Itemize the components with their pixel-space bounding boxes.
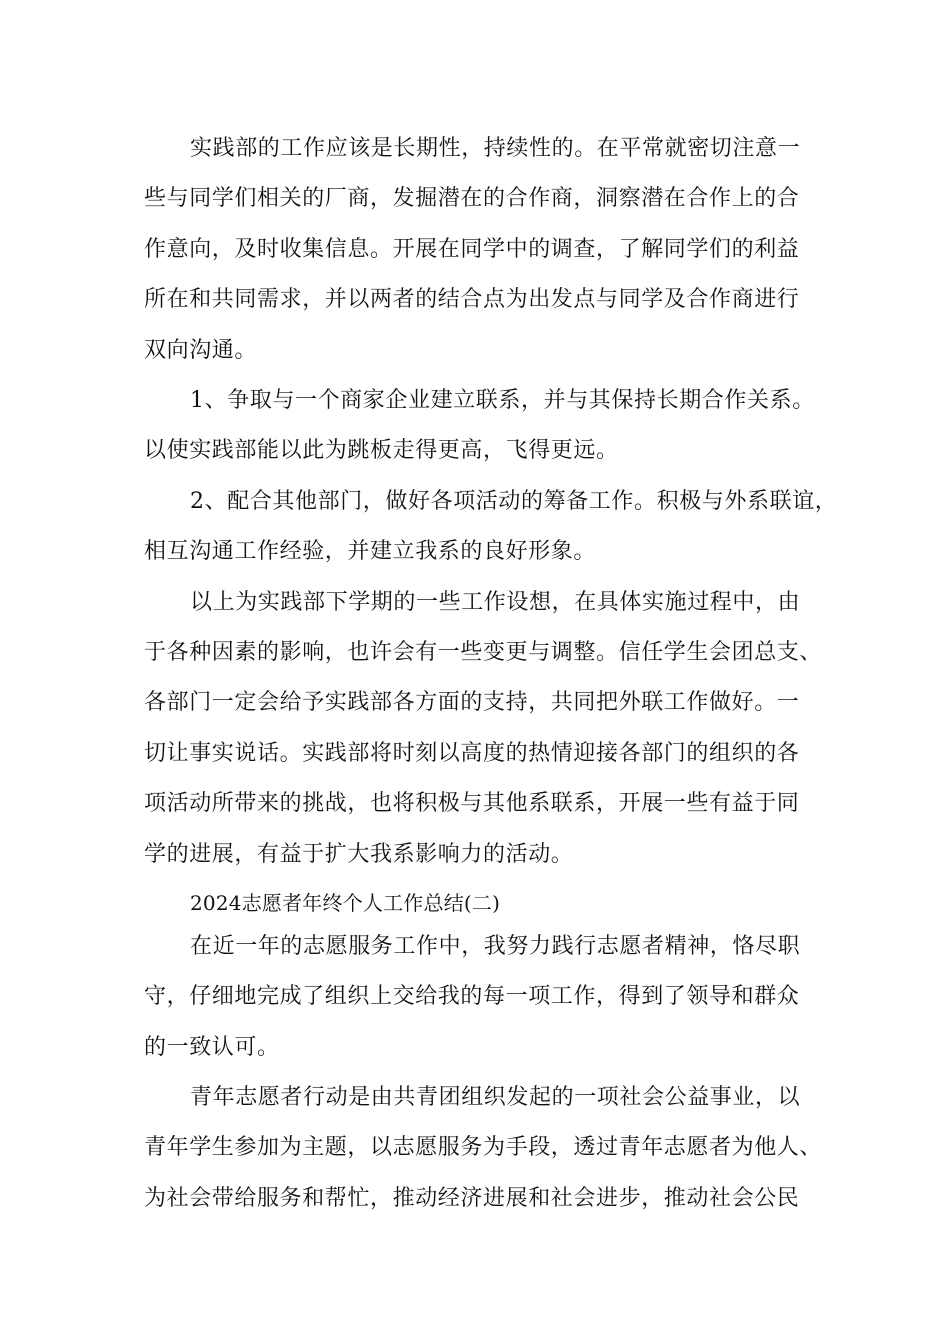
paragraph-3-line-1: 2、配合其他部门，做好各项活动的筹备工作。积极与外系联谊， [190,489,838,514]
paragraph-1-line-1: 实践部的工作应该是长期性，持续性的。在平常就密切注意一 [190,136,801,161]
paragraph-1-line-4: 所在和共同需求，并以两者的结合点为出发点与同学及合作商进行 [144,287,800,312]
paragraph-1-line-2: 些与同学们相关的厂商，发掘潜在的合作商，洞察潜在合作上的合 [144,186,800,211]
paragraph-1-line-5: 双向沟通。 [144,338,258,363]
paragraph-3-line-2: 相互沟通工作经验，并建立我系的良好形象。 [144,539,597,564]
paragraph-2-line-2: 以使实践部能以此为跳板走得更高，飞得更远。 [144,438,619,463]
paragraph-6-line-3: 为社会带给服务和帮忙，推动经济进展和社会进步，推动社会公民 [144,1186,800,1211]
paragraph-4-line-4: 切让事实说话。实践部将时刻以高度的热情迎接各部门的组织的各 [144,741,800,766]
paragraph-6-line-2: 青年学生参加为主题，以志愿服务为手段，透过青年志愿者为他人、 [144,1135,823,1160]
paragraph-5-line-3: 的一致认可。 [144,1035,280,1060]
paragraph-4-line-5: 项活动所带来的挑战，也将积极与其他系联系，开展一些有益于同 [144,791,800,816]
paragraph-5-line-2: 守，仔细地完成了组织上交给我的每一项工作，得到了领导和群众 [144,984,800,1009]
paragraph-4-line-2: 于各种因素的影响，也许会有一些变更与调整。信任学生会团总支、 [144,640,823,665]
section-title: 2024志愿者年终个人工作总结(二) [190,891,501,915]
paragraph-2-line-1: 1、争取与一个商家企业建立联系，并与其保持长期合作关系。 [190,388,815,413]
paragraph-4-line-3: 各部门一定会给予实践部各方面的支持，共同把外联工作做好。一 [144,690,800,715]
paragraph-4-line-1: 以上为实践部下学期的一些工作设想，在具体实施过程中，由 [190,590,801,615]
paragraph-5-line-1: 在近一年的志愿服务工作中，我努力践行志愿者精神，恪尽职 [190,934,801,959]
paragraph-4-line-6: 学的进展，有益于扩大我系影响力的活动。 [144,842,574,867]
paragraph-1-line-3: 作意向，及时收集信息。开展在同学中的调查，了解同学们的利益 [144,237,800,262]
paragraph-6-line-1: 青年志愿者行动是由共青团组织发起的一项社会公益事业，以 [190,1085,801,1110]
